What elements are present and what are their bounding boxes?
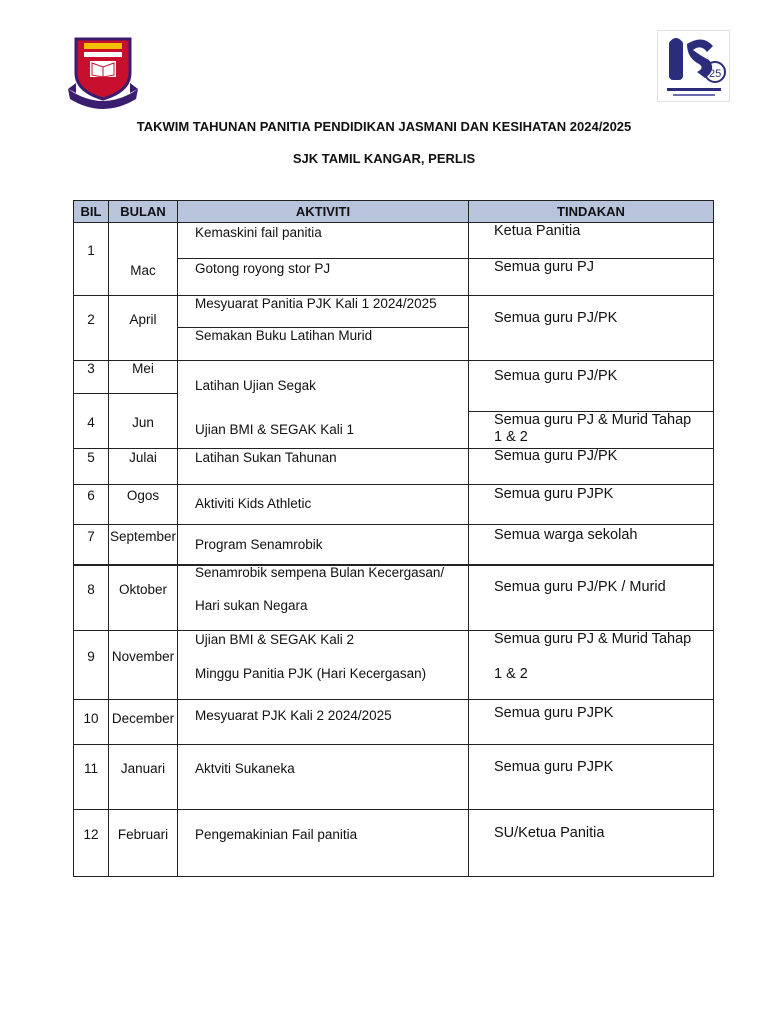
row5-bulan: Julai [129, 450, 157, 465]
row2-tindakan: Semua guru PJ/PK [494, 310, 618, 326]
school-name: SJK TAMIL KANGAR, PERLIS [292, 151, 476, 166]
row12-aktiviti: Pengemakinian Fail panitia [195, 827, 358, 842]
anniversary-25-logo [657, 30, 730, 102]
school-crest-logo [66, 33, 140, 109]
row5-tindakan: Semua guru PJ/PK [494, 448, 618, 464]
row10-aktiviti: Mesyuarat PJK Kali 2 2024/2025 [195, 708, 392, 723]
row2-bil: 2 [87, 312, 95, 327]
row4-tindakan-2: 1 & 2 [494, 429, 528, 445]
row4-aktiviti: Ujian BMI & SEGAK Kali 1 [195, 422, 355, 437]
row9-bil: 9 [87, 649, 95, 664]
row11-bulan: Januari [120, 761, 166, 776]
row9-tindakan-2: 1 & 2 [494, 666, 528, 682]
row5-aktiviti: Latihan Sukan Tahunan [195, 450, 337, 465]
row6-bulan: Ogos [126, 488, 160, 503]
row4-bil: 4 [87, 415, 95, 430]
row7-bulan: September [109, 529, 177, 544]
row8-bil: 8 [87, 582, 95, 597]
svg-text:25: 25 [709, 68, 722, 80]
row12-bulan: Februari [117, 827, 169, 842]
row8-bulan: Oktober [118, 582, 168, 597]
row1-tindakan-2: Semua guru PJ [494, 259, 594, 275]
row8-aktiviti-1: Senamrobik sempena Bulan Kecergasan/ [195, 565, 445, 580]
row9-aktiviti-1: Ujian BMI & SEGAK Kali 2 [195, 632, 355, 647]
row7-aktiviti: Program Senamrobik [195, 537, 323, 552]
header-tindakan: TINDAKAN [557, 204, 625, 219]
row1-aktiviti-2: Gotong royong stor PJ [195, 261, 331, 276]
takwim-table [73, 200, 714, 877]
row12-bil: 12 [83, 827, 99, 842]
row10-bulan: December [111, 711, 175, 726]
row9-aktiviti-2: Minggu Panitia PJK (Hari Kecergasan) [195, 666, 427, 681]
row3-bil: 3 [87, 361, 95, 376]
row5-bil: 5 [87, 450, 95, 465]
row1-bil: 1 [87, 243, 95, 258]
row4-tindakan-1: Semua guru PJ & Murid Tahap [494, 412, 692, 428]
row10-tindakan: Semua guru PJPK [494, 705, 614, 721]
row3-aktiviti: Latihan Ujian Segak [195, 378, 316, 393]
row10-bil: 10 [83, 711, 99, 726]
row3-tindakan: Semua guru PJ/PK [494, 368, 618, 384]
header-aktiviti: AKTIVITI [295, 204, 351, 219]
row11-bil: 11 [83, 761, 98, 776]
row1-tindakan-1: Ketua Panitia [494, 223, 581, 239]
header-bulan: BULAN [120, 204, 166, 219]
row8-aktiviti-2: Hari sukan Negara [195, 598, 308, 613]
row2-aktiviti-2: Semakan Buku Latihan Murid [195, 328, 373, 343]
row1-bulan: Mac [130, 263, 156, 278]
row6-tindakan: Semua guru PJPK [494, 486, 614, 502]
row12-tindakan: SU/Ketua Panitia [494, 825, 605, 841]
row6-bil: 6 [87, 488, 95, 503]
row7-tindakan: Semua warga sekolah [494, 527, 638, 543]
row2-aktiviti-1: Mesyuarat Panitia PJK Kali 1 2024/2025 [195, 296, 437, 311]
row11-aktiviti: Aktviti Sukaneka [195, 761, 295, 776]
row9-tindakan-1: Semua guru PJ & Murid Tahap [494, 631, 692, 647]
document-title: TAKWIM TAHUNAN PANITIA PENDIDIKAN JASMANI DAN KESIHATAN 2024/2025 [136, 119, 632, 134]
row8-tindakan: Semua guru PJ/PK / Murid [494, 579, 666, 595]
row2-bulan: April [129, 312, 157, 327]
row4-bulan: Jun [132, 415, 154, 430]
row3-bulan: Mei [132, 361, 154, 376]
row11-tindakan: Semua guru PJPK [494, 759, 614, 775]
header-bil: BIL [80, 204, 102, 219]
row1-aktiviti-1: Kemaskini fail panitia [195, 225, 322, 240]
row9-bulan: November [111, 649, 175, 664]
row6-aktiviti: Aktiviti Kids Athletic [195, 496, 312, 511]
row7-bil: 7 [87, 529, 95, 544]
